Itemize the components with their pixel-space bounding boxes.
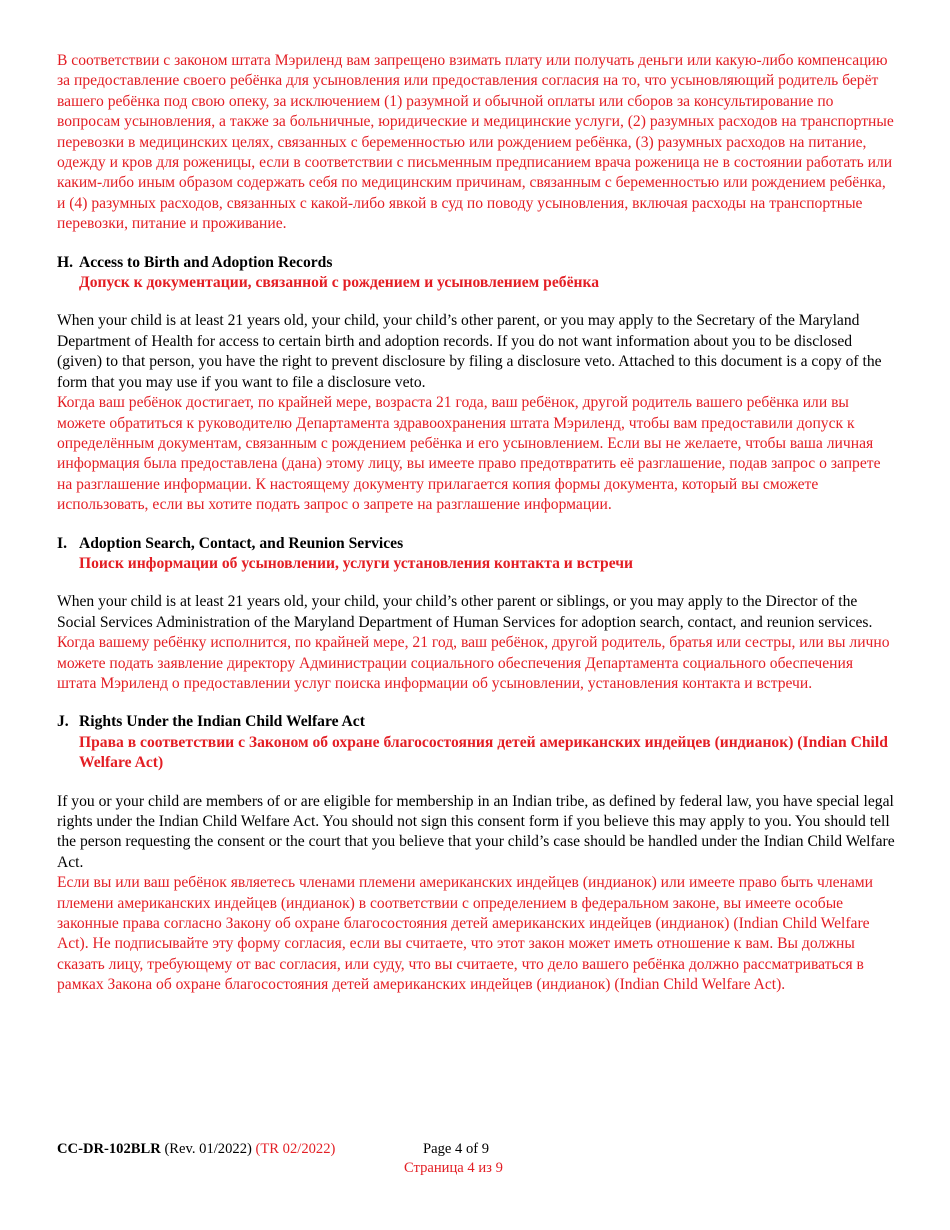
section-i xyxy=(57,534,895,695)
section-i-title-en: Adoption Search, Contact, and Reunion Services xyxy=(79,534,404,552)
section-h-body-ru: Когда ваш ребёнок достигает, по крайней мере, возраста 21 года, ваш ребёнок, другой родитель вашего ребёнка или вы можете обратиться к руководителю Департамента здравоохранения штата Мэриленд, чтобы вам предоставили допуск к определённым документам, связанным с рождением ребёнка и его усыновлением. Если вы не желаете, чтобы ваша личная информация была предоставлена (дана) этому лицу, вы имеете право предотвратить её разглашение, подав запрос о запрете на разглашение информации. К настоящему документу прилагается копия формы документа, который вы сможете использовать, если вы хотите подать запрос о запрете на разглашение информации. xyxy=(57,394,881,514)
section-h-title-ru: Допуск к документации, связанной с рождением и усыновлением ребёнка xyxy=(79,274,600,292)
form-translation-revision: (TR 02/2022) xyxy=(255,1141,336,1157)
section-i-heading xyxy=(57,534,895,554)
form-revision: (Rev. 01/2022) xyxy=(164,1141,252,1157)
form-id: CC-DR-102BLR xyxy=(57,1141,161,1157)
section-h-body-en: When your child is at least 21 years old, your child, your child’s other parent, or you may apply to the Secretary of the Maryland Department of Health for access to certain birth and adoption records. If you do not want information about you to be disclosed (given) to that person, you have the right to prevent disclosure by filing a disclosure veto. Attached to this document is a copy of the form that you may use if you want to file a disclosure veto. xyxy=(57,312,882,391)
footer-form-info xyxy=(57,1140,335,1159)
section-h-letter: H. xyxy=(57,253,74,271)
section-j-title-ru: Права в соответствии с Законом об охране благосостояния детей американских индейцев (индианок) (Indian Child Welfare Act) xyxy=(79,733,888,772)
section-j-body-ru: Если вы или ваш ребёнок являетесь членами племени американских индейцев (индианок) или имеете право быть членами племени американских индейцев (индианок) в соответствии с определением в федеральном законе, вы имеете особые законные права согласно Закону об охране благосостояния детей американских индейцев (индианок) (Indian Child Welfare Act). Не подписывайте эту форму согласия, если вы считаете, что этот закон может иметь отношение к вам. Вы должны сказать лицу, требующему от вас согласия, или суду, что вы считаете, что дело вашего ребёнка должно рассматриваться в рамках Закона об охране благосостояния детей американских индейцев (индианок) (Indian Child Welfare Act). xyxy=(57,874,874,994)
section-j xyxy=(57,712,895,995)
page-number-en: Page 4 of 9 xyxy=(423,1141,490,1157)
page-number-ru: Страница 4 из 9 xyxy=(404,1160,503,1176)
section-h xyxy=(57,253,895,516)
section-i-body-ru: Когда вашему ребёнку исполнится, по крайней мере, 21 год, ваш ребёнок, другой родитель, братья или сестры, или вы лично можете подать заявление директору Администрации социального обеспечения Департамента социального обеспечения штата Мэриленд о предоставлении услуг поиска информации об усыновлении, установления контакта и встречи. xyxy=(57,634,890,692)
section-i-body-en: When your child is at least 21 years old, your child, your child’s other parent or siblings, or you may apply to the Director of the Social Services Administration of the Maryland Department of Human Services for adoption search, contact, and reunion services. xyxy=(57,593,873,631)
section-i-letter: I. xyxy=(57,534,67,552)
section-j-letter: J. xyxy=(57,713,69,731)
section-j-title-en: Rights Under the Indian Child Welfare Act xyxy=(79,713,365,731)
section-h-heading xyxy=(57,253,895,273)
intro-russian-text: В соответствии с законом штата Мэриленд вам запрещено взимать плату или получать деньги или какую-либо компенсацию за предоставление своего ребёнка для усыновления или предоставления согласия на то, что усыновляющий родитель берёт вашего ребёнка под свою опеку, за исключением (1) разумной и обычной оплаты или сборов за консультирование по вопросам усыновления, а также за больничные, юридические и медицинские услуги, (2) разумных расходов на транспортные перевозки в медицинских целях, связанных с беременностью или рождением ребёнка, (3) разумных расходов на питание, одежду и кров для роженицы, если в соответствии с письменным предписанием врача роженица не в состоянии работать или каким-либо иным образом содержать себя по медицинским причинам, связанным с беременностью или рождением ребёнка, и (4) разумных расходов, связанных с какой-либо явкой в суд по поводу усыновления, включая расходы на транспортные перевозки, питание и проживание. xyxy=(57,52,894,233)
section-j-heading xyxy=(57,712,895,732)
section-h-title-en: Access to Birth and Adoption Records xyxy=(79,253,333,271)
document-page xyxy=(57,51,895,996)
section-i-title-ru: Поиск информации об усыновлении, услуги установления контакта и встречи xyxy=(79,554,634,572)
section-j-body-en: If you or your child are members of or are eligible for membership in an Indian tribe, as defined by federal law, you have special legal rights under the Indian Child Welfare Act. You should not sign this consent form if you believe this may apply to you. You should tell the person requesting the consent or the court that you believe that your child’s case should be handled under the Indian Child Welfare Act. xyxy=(57,792,895,871)
